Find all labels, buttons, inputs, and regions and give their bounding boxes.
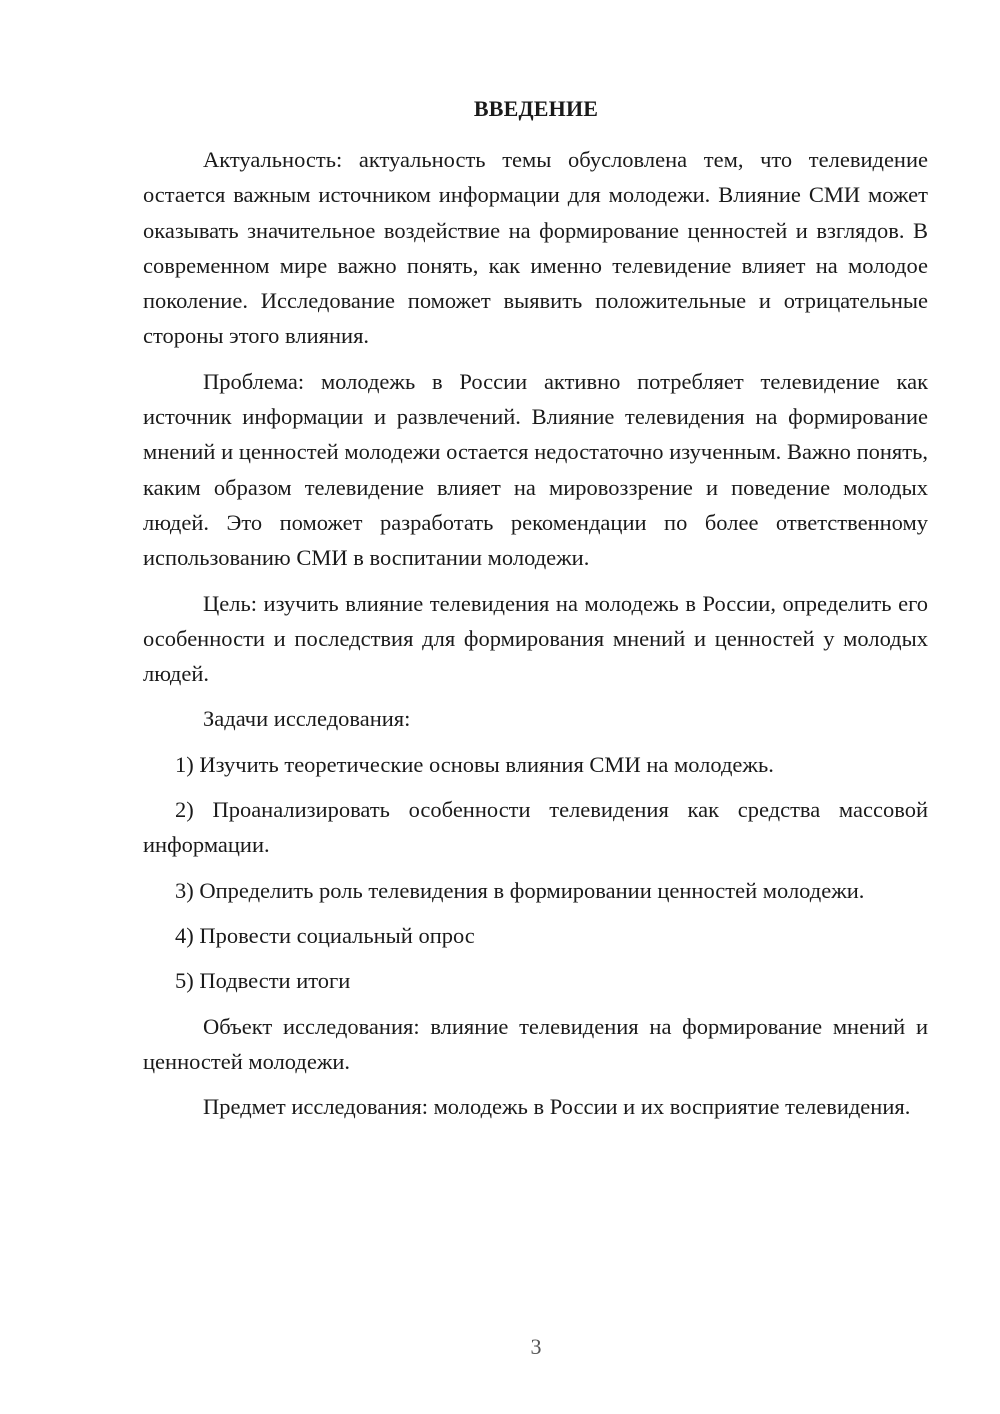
page-number: 3 xyxy=(530,1334,542,1359)
task-item: 2) Проанализировать особенности телевидения как средства массовой информации. xyxy=(143,797,928,858)
task-item: 1) Изучить теоретические основы влияния СМИ на молодежь. xyxy=(175,751,774,777)
subject-paragraph: Предмет исследования: молодежь в России и их восприятие телевидения. xyxy=(203,1094,911,1120)
problem-paragraph: Проблема: молодежь в России активно потребляет телевидение как источник информации и развлечений. Влияние телевидения на формирование мнений и ценностей молодежи остается недостаточно изученным. Важно понять, каким образом телевидение влияет на мировоззрение и поведение молодых людей. Это поможет разработать рекомендации по более ответственному использованию СМИ в воспитании молодежи. xyxy=(143,368,928,571)
tasks-heading: Задачи исследования: xyxy=(203,706,411,732)
task-item: 4) Провести социальный опрос xyxy=(175,922,475,948)
relevance-paragraph: Актуальность: актуальность темы обусловлена тем, что телевидение остается важным источником информации для молодежи. Влияние СМИ может оказывать значительное воздействие на формирование ценностей и взглядов. В современном мире важно понять, как именно телевидение влияет на молодое поколение. Исследование поможет выявить положительные и отрицательные стороны этого влияния. xyxy=(143,147,928,349)
section-title: ВВЕДЕНИЕ xyxy=(473,96,599,121)
body-text xyxy=(143,142,928,1124)
task-item: 3) Определить роль телевидения в формировании ценностей молодежи. xyxy=(175,877,865,903)
task-item: 5) Подвести итоги xyxy=(175,968,351,994)
goal-paragraph: Цель: изучить влияние телевидения на молодежь в России, определить его особенности и последствия для формирования мнений и ценностей у молодых людей. xyxy=(143,590,928,687)
object-paragraph: Объект исследования: влияние телевидения на формирование мнений и ценностей молодежи. xyxy=(143,1013,928,1074)
